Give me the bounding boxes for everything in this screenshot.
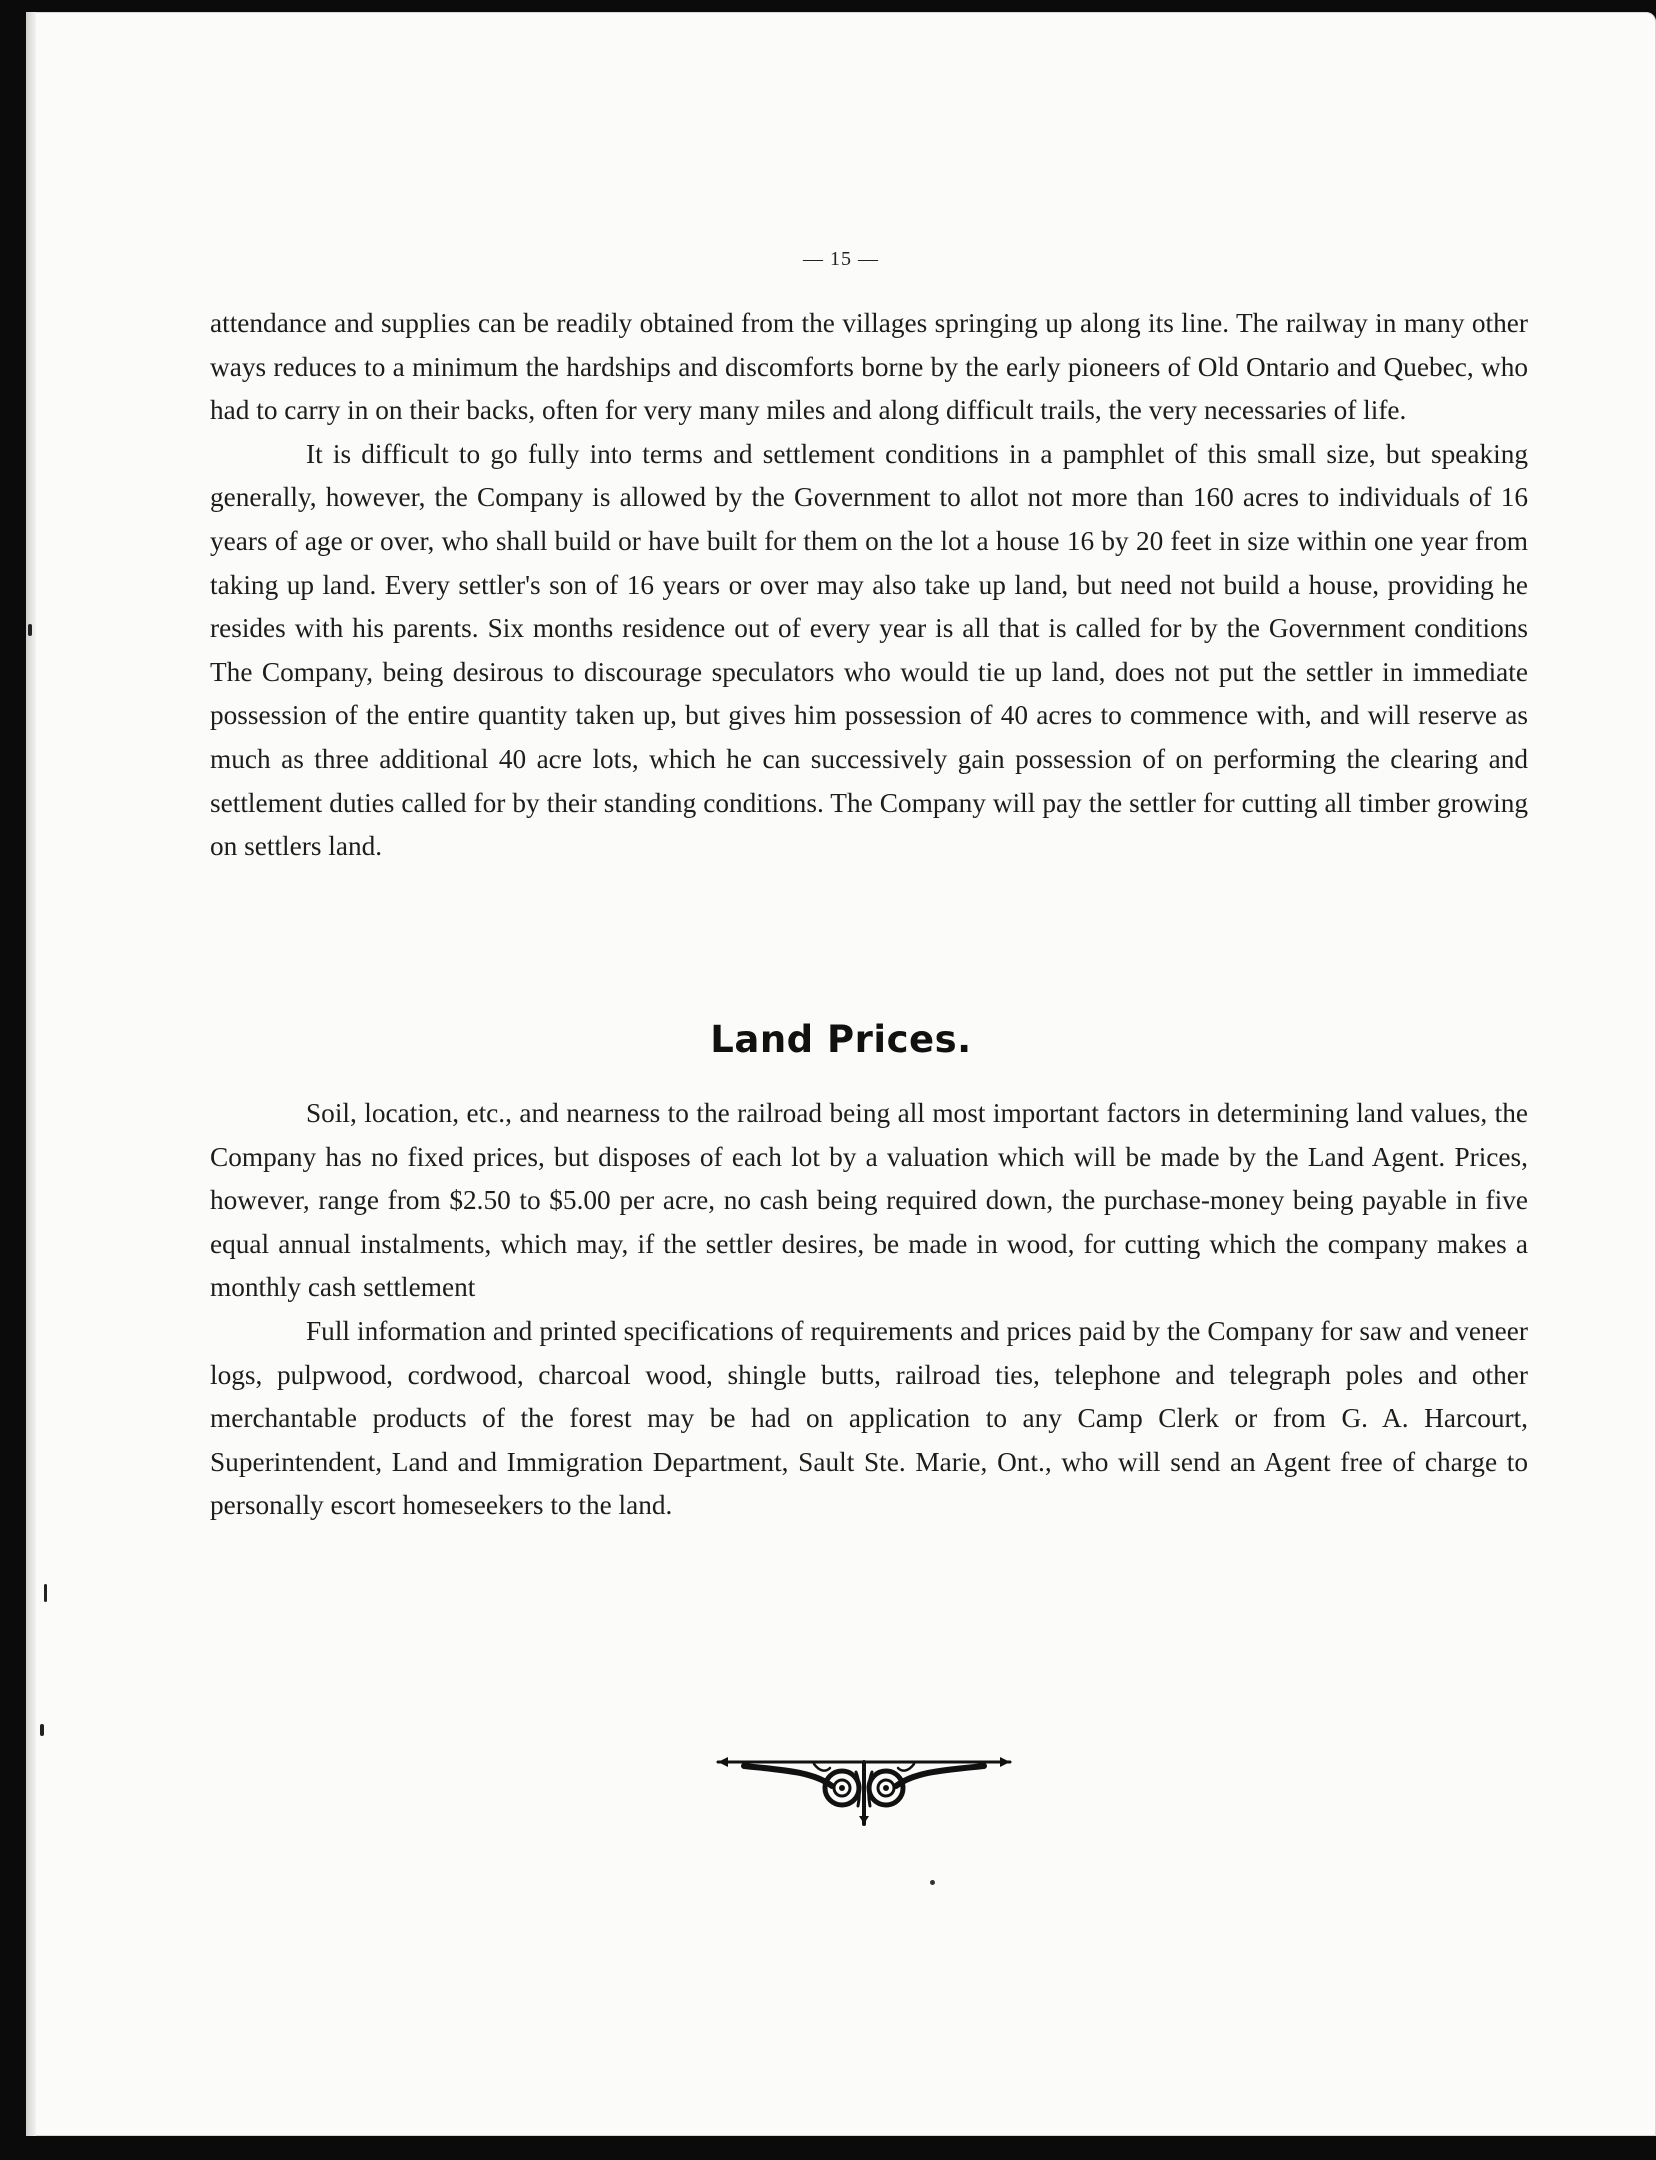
paragraph: Soil, location, etc., and nearness to the railroad being all most important factors in determining land values, the Company has no fixed prices, but disposes of each lot by a valuation which will be made by the Land Agent. Prices, however, range from $2.50 to $5.00 per acre, no cash being required down, the purchase-money being payable in five equal annual instalments, which may, if the settler desires, be made in wood, for cutting which the company makes a monthly cash settlement bbox=[210, 1098, 1528, 1303]
section-heading: Land Prices. bbox=[710, 1018, 972, 1061]
ink-speck bbox=[930, 1880, 935, 1885]
page-number: — 15 — bbox=[803, 248, 879, 270]
paragraph: Full information and printed specifications of requirements and prices paid by the Company for saw and veneer logs, pulpwood, cordwood, charcoal wood, shingle butts, railroad ties, telephone and telegraph poles and other merchantable products of the forest may be had on application to any Camp Clerk or from G. A. Harcourt, Superintendent, Land and Immigration Department, Sault Ste. Marie, Ont., who will send an Agent free of charge to personally escort homeseekers to the land. bbox=[210, 1315, 1528, 1521]
paragraph: It is difficult to go fully into terms and settlement conditions in a pamphlet of this small size, but speaking generally, however, the Company is allowed by the Government to allot not more than 160 acres to individuals of 16 years of age or over, who shall build or have built for them on the lot a house 16 by 20 feet in size within one year from taking up land. Every settler's son of 16 years or over may also take up land, but need not build a house, providing he resides with his parents. Six months residence out of every year is all that is called for by the Government conditions The Company, being desirous to discourage speculators who would tie up land, does not put the settler in immediate possession of the entire quantity taken up, but gives him possession of 40 acres to commence with, and will reserve as much as three additional 40 acre lots, which he can successively gain possession of on performing the clearing and settlement duties called for by their standing conditions. The Company will pay the settler for cutting all timber growing on settlers land. bbox=[210, 438, 1528, 862]
page-spine-shadow bbox=[26, 12, 36, 2136]
edge-mark bbox=[28, 624, 32, 636]
edge-mark bbox=[44, 1584, 47, 1602]
edge-mark bbox=[40, 1724, 44, 1736]
scroll-ornament-icon bbox=[714, 1742, 1014, 1832]
text-block-top bbox=[210, 302, 1528, 869]
text-block-bottom bbox=[210, 1092, 1528, 1528]
document-page bbox=[26, 12, 1656, 2136]
paragraph: attendance and supplies can be readily obtained from the villages springing up along its line. The railway in many other ways reduces to a minimum the hardships and discomforts borne by the early pioneers of Old Ontario and Quebec, who had to carry in on their backs, often for very many miles and along difficult trails, the very necessaries of life. bbox=[210, 308, 1528, 426]
